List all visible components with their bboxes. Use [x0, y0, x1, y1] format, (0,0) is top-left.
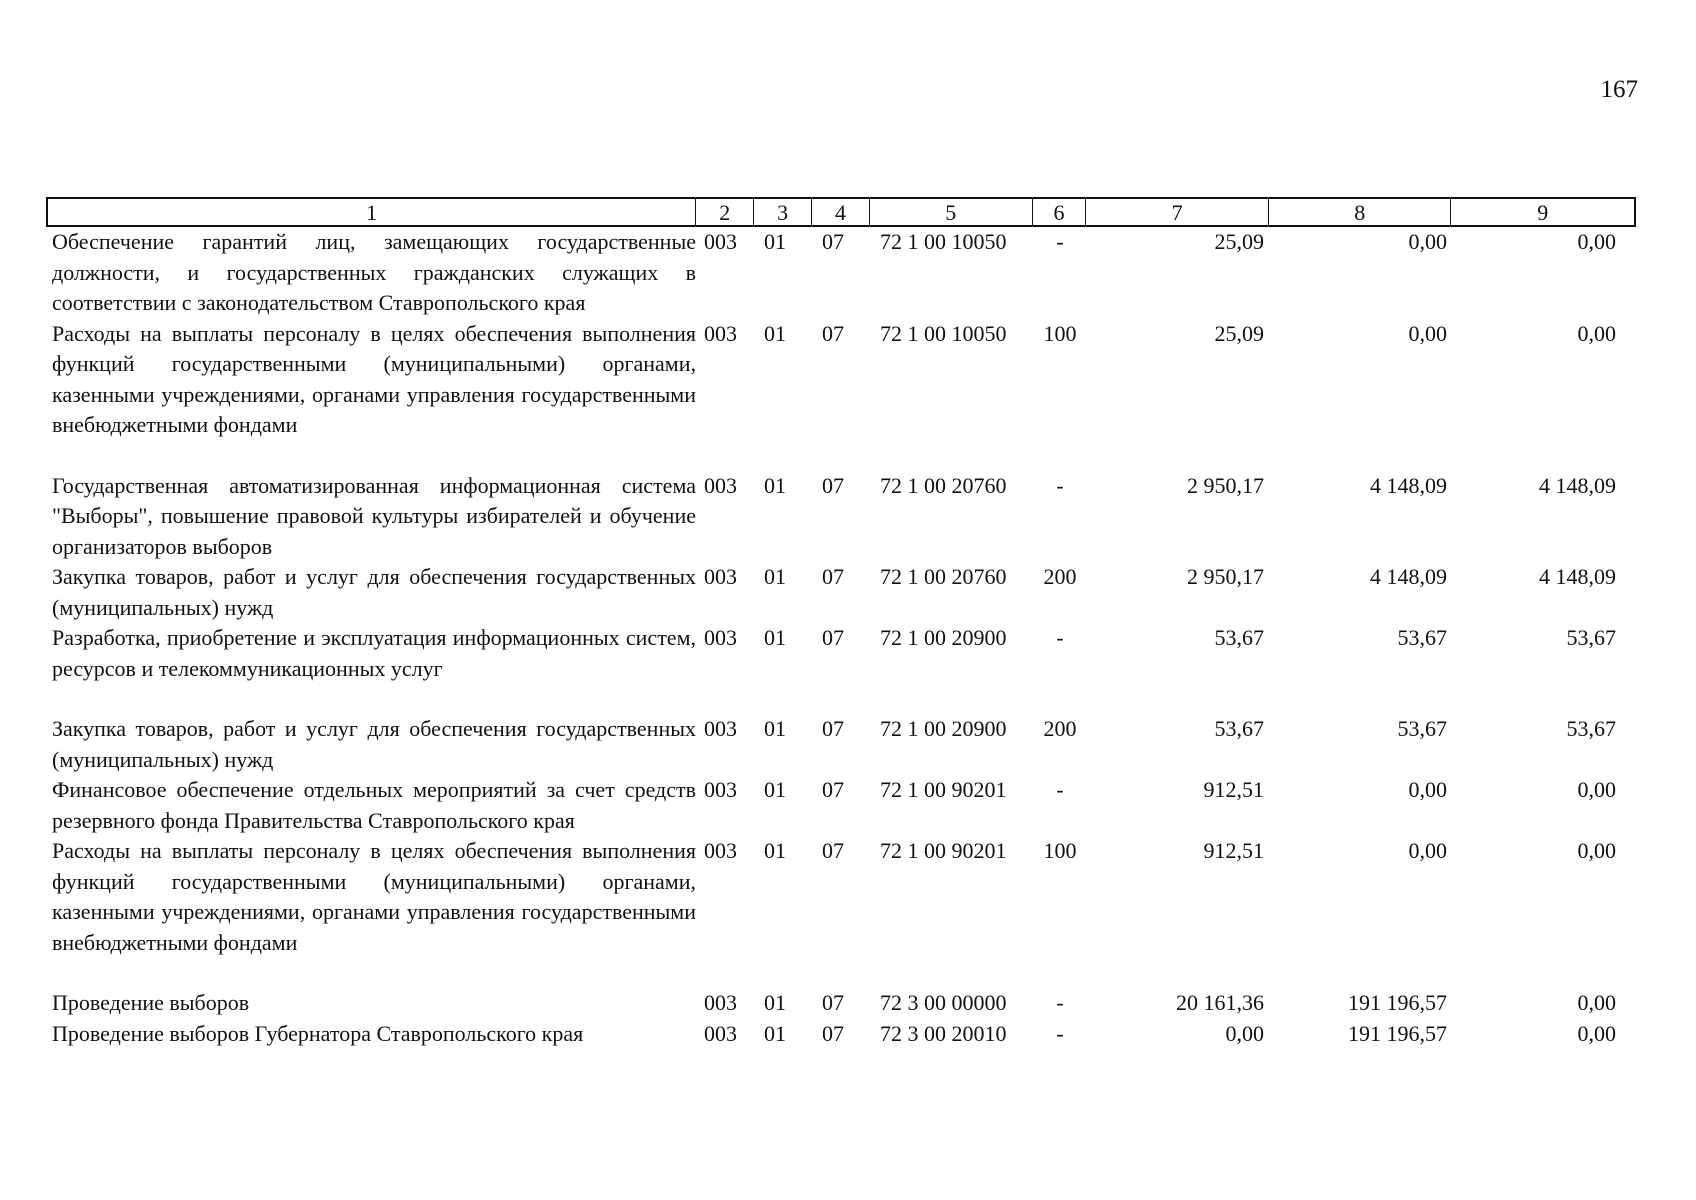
cell-section: 01 — [764, 564, 786, 589]
cell-amount-7: 25,09 — [1214, 320, 1264, 346]
cell-ministry: 003 — [704, 716, 737, 741]
cell-target-article: 72 3 00 20010 — [880, 1020, 1007, 1046]
cell-expense-type: 100 — [1043, 838, 1077, 863]
header-col-1: 1 — [48, 199, 696, 225]
cell-ministry: 003 — [704, 838, 737, 863]
cell-subsection: 07 — [822, 716, 844, 741]
cell-amount-9: 0,00 — [1577, 838, 1616, 863]
cell-subsection: 07 — [822, 229, 844, 254]
row-name: Расходы на выплаты персоналу в целях обеспечения выполнения функций государственными (муниципальными) органами, казенными учреждениями, органами управления государственными внебюджетными фондами — [52, 838, 696, 955]
cell-subsection: 07 — [822, 320, 844, 346]
table-header — [46, 197, 1636, 227]
table-row — [46, 471, 1636, 563]
row-name: Закупка товаров, работ и услуг для обеспечения государственных (муниципальных) нужд — [52, 564, 696, 620]
cell-amount-8: 191 196,57 — [1348, 1020, 1447, 1046]
header-col-7: 7 — [1086, 199, 1269, 225]
cell-amount-7: 2 950,17 — [1187, 564, 1264, 589]
cell-target-article: 72 1 00 20760 — [880, 564, 1007, 589]
cell-section: 01 — [764, 838, 786, 863]
cell-ministry: 003 — [704, 777, 737, 802]
cell-target-article: 72 1 00 10050 — [880, 229, 1007, 254]
cell-section: 01 — [764, 472, 786, 498]
cell-target-article: 72 1 00 20760 — [880, 472, 1007, 498]
cell-amount-7: 2 950,17 — [1187, 472, 1264, 498]
cell-amount-7: 25,09 — [1214, 229, 1264, 254]
row-name: Разработка, приобретение и эксплуатация информационных систем, ресурсов и телекоммуникационных услуг — [52, 625, 696, 681]
cell-amount-9: 53,67 — [1566, 716, 1616, 741]
budget-table — [46, 197, 1636, 1049]
table-row — [46, 319, 1636, 441]
cell-amount-9: 53,67 — [1566, 625, 1616, 650]
cell-expense-type: 100 — [1043, 320, 1077, 346]
cell-expense-type: - — [1056, 229, 1064, 254]
row-spacer — [46, 441, 1636, 471]
table-body — [46, 227, 1636, 1049]
table-row — [46, 775, 1636, 836]
cell-expense-type: - — [1056, 1020, 1064, 1046]
cell-subsection: 07 — [822, 990, 844, 1015]
cell-amount-8: 0,00 — [1408, 229, 1447, 254]
cell-ministry: 003 — [704, 229, 737, 254]
row-spacer — [46, 684, 1636, 714]
cell-amount-7: 53,67 — [1214, 625, 1264, 650]
header-col-5: 5 — [870, 199, 1033, 225]
table-row — [46, 1019, 1636, 1050]
header-col-4: 4 — [812, 199, 870, 225]
row-name: Закупка товаров, работ и услуг для обеспечения государственных (муниципальных) нужд — [52, 716, 696, 772]
cell-section: 01 — [764, 625, 786, 650]
cell-amount-7: 912,51 — [1203, 777, 1264, 802]
row-name: Обеспечение гарантий лиц, замещающих государственные должности, и государственных гражданских служащих в соответствии с законодательством Ставропольского края — [52, 229, 696, 315]
cell-amount-9: 0,00 — [1577, 1020, 1616, 1046]
table-row — [46, 836, 1636, 958]
cell-amount-9: 0,00 — [1577, 320, 1616, 346]
cell-amount-7: 0,00 — [1225, 1020, 1264, 1046]
cell-amount-8: 53,67 — [1397, 716, 1447, 741]
cell-amount-8: 191 196,57 — [1348, 990, 1447, 1015]
cell-expense-type: - — [1056, 777, 1064, 802]
row-name: Проведение выборов — [52, 990, 250, 1015]
cell-subsection: 07 — [822, 472, 844, 498]
cell-target-article: 72 1 00 90201 — [880, 838, 1007, 863]
cell-amount-7: 20 161,36 — [1176, 990, 1264, 1015]
cell-section: 01 — [764, 777, 786, 802]
cell-subsection: 07 — [822, 625, 844, 650]
cell-target-article: 72 1 00 90201 — [880, 777, 1007, 802]
cell-section: 01 — [764, 1020, 786, 1046]
cell-ministry: 003 — [704, 625, 737, 650]
cell-amount-8: 4 148,09 — [1370, 472, 1447, 498]
cell-expense-type: - — [1056, 990, 1064, 1015]
cell-ministry: 003 — [704, 472, 737, 498]
row-name: Расходы на выплаты персоналу в целях обеспечения выполнения функций государственными (муниципальными) органами, казенными учреждениями, органами управления государственными внебюджетными фондами — [52, 320, 696, 437]
cell-amount-8: 0,00 — [1408, 838, 1447, 863]
cell-amount-9: 0,00 — [1577, 777, 1616, 802]
cell-amount-9: 0,00 — [1577, 990, 1616, 1015]
cell-amount-7: 53,67 — [1214, 716, 1264, 741]
cell-ministry: 003 — [704, 320, 737, 346]
cell-target-article: 72 1 00 20900 — [880, 625, 1007, 650]
cell-amount-9: 4 148,09 — [1539, 564, 1616, 589]
table-row — [46, 714, 1636, 775]
cell-subsection: 07 — [822, 777, 844, 802]
row-name: Проведение выборов Губернатора Ставропольского края — [52, 1020, 584, 1046]
cell-ministry: 003 — [704, 990, 737, 1015]
header-col-2: 2 — [696, 199, 754, 225]
cell-ministry: 003 — [704, 564, 737, 589]
header-col-6: 6 — [1033, 199, 1087, 225]
cell-section: 01 — [764, 320, 786, 346]
cell-amount-8: 4 148,09 — [1370, 564, 1447, 589]
cell-amount-8: 0,00 — [1408, 777, 1447, 802]
header-col-3: 3 — [754, 199, 812, 225]
cell-amount-8: 0,00 — [1408, 320, 1447, 346]
cell-amount-9: 0,00 — [1577, 229, 1616, 254]
cell-ministry: 003 — [704, 1020, 737, 1046]
row-name: Финансовое обеспечение отдельных мероприятий за счет средств резервного фонда Правительства Ставропольского края — [52, 777, 696, 833]
header-col-9: 9 — [1537, 200, 1549, 225]
cell-amount-7: 912,51 — [1203, 838, 1264, 863]
cell-section: 01 — [764, 990, 786, 1015]
cell-expense-type: - — [1056, 472, 1064, 498]
table-row — [46, 227, 1636, 319]
cell-target-article: 72 1 00 10050 — [880, 320, 1007, 346]
cell-section: 01 — [764, 716, 786, 741]
cell-amount-8: 53,67 — [1397, 625, 1447, 650]
page-number: 167 — [1600, 76, 1638, 103]
cell-amount-9: 4 148,09 — [1539, 472, 1616, 498]
cell-expense-type: 200 — [1043, 716, 1077, 741]
cell-subsection: 07 — [822, 838, 844, 863]
cell-section: 01 — [764, 229, 786, 254]
row-name: Государственная автоматизированная информационная система "Выборы", повышение правовой культуры избирателей и обучение организаторов выборов — [52, 472, 696, 559]
cell-target-article: 72 1 00 20900 — [880, 716, 1007, 741]
row-spacer — [46, 958, 1636, 988]
cell-subsection: 07 — [822, 564, 844, 589]
table-row — [46, 562, 1636, 623]
table-row — [46, 988, 1636, 1019]
table-row — [46, 623, 1636, 684]
header-col-8: 8 — [1269, 199, 1452, 225]
cell-expense-type: 200 — [1043, 564, 1077, 589]
cell-target-article: 72 3 00 00000 — [880, 990, 1007, 1015]
cell-subsection: 07 — [822, 1020, 844, 1046]
cell-expense-type: - — [1056, 625, 1064, 650]
